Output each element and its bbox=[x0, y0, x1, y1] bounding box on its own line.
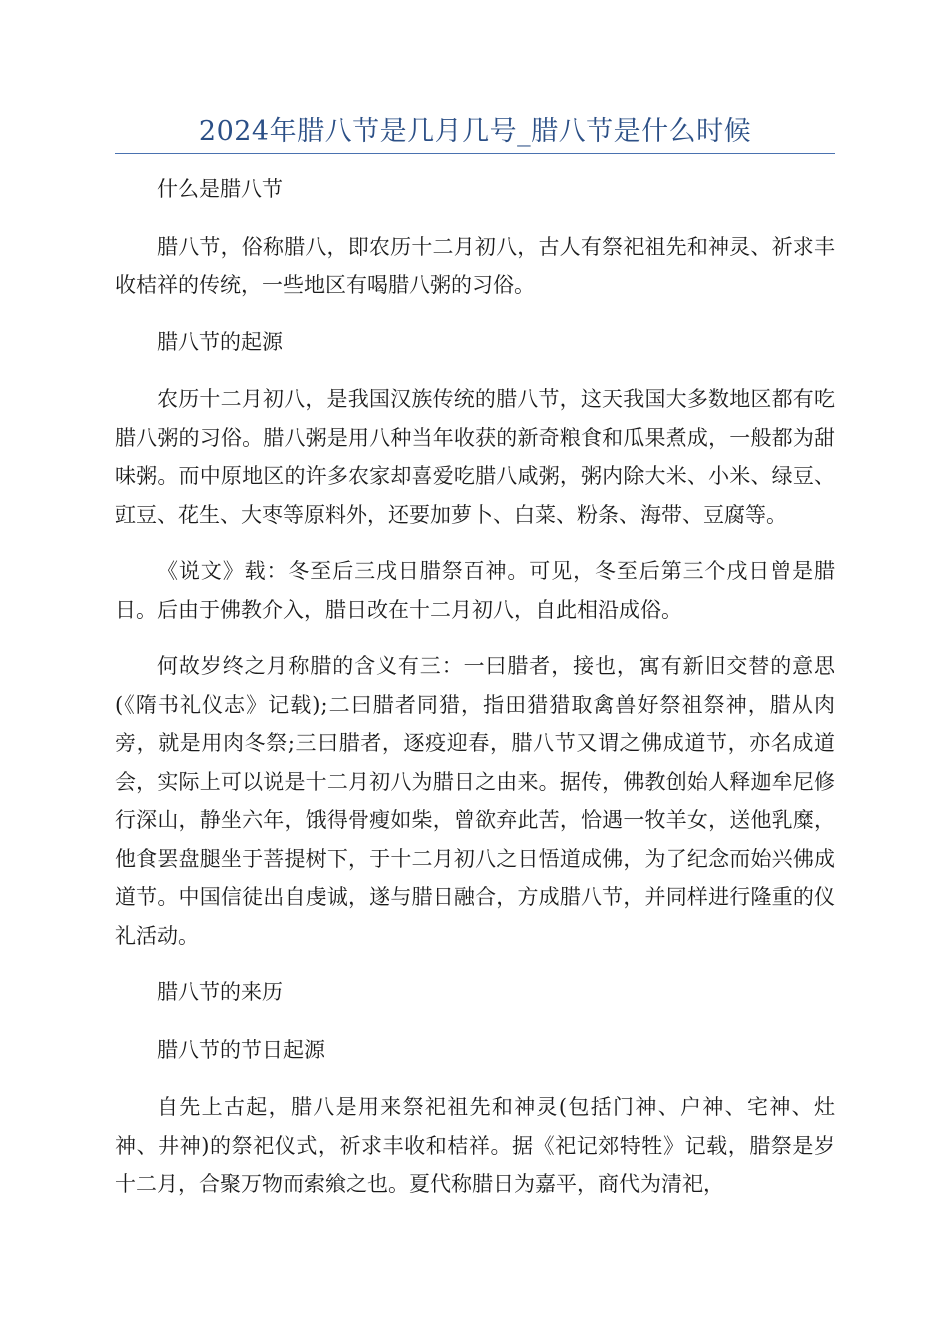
paragraph-meaning-of-la: 何故岁终之月称腊的含义有三：一曰腊者，接也，寓有新旧交替的意思(《隋书礼仪志》记载);二曰腊者同猎，指田猎猎取禽兽好祭祖祭神，腊从肉旁，就是用肉冬祭;三曰腊者，逐疫迎春，腊八节又谓之佛成道节，亦名成道会，实际上可以说是十二月初八为腊日之由来。据传，佛教创始人释迦牟尼修行深山，静坐六年，饿得骨瘦如柴，曾欲弃此苦，恰遇一牧羊女，送他乳糜，他食罢盘腿坐于菩提树下，于十二月初八之日悟道成佛，为了纪念而始兴佛成道节。中国信徒出自虔诚，遂与腊日融合，方成腊八节，并同样进行隆重的仪礼活动。 bbox=[115, 654, 835, 948]
document-title: 2024年腊八节是几月几号_腊八节是什么时候 bbox=[198, 116, 752, 147]
paragraph-laba-porridge: 农历十二月初八，是我国汉族传统的腊八节，这天我国大多数地区都有吃腊八粥的习俗。腊八粥是用八种当年收获的新奇粮食和瓜果煮成，一般都为甜味粥。而中原地区的许多农家却喜爱吃腊八咸粥，粥内除大米、小米、绿豆、豇豆、花生、大枣等原料外，还要加萝卜、白菜、粉条、海带、豆腐等。 bbox=[115, 387, 835, 527]
paragraph-definition: 腊八节，俗称腊八，即农历十二月初八，古人有祭祀祖先和神灵、祈求丰收桔祥的传统，一些地区有喝腊八粥的习俗。 bbox=[115, 234, 835, 297]
title-underline bbox=[115, 153, 835, 154]
section-heading-origin: 腊八节的起源 bbox=[157, 329, 283, 354]
paragraph-shuowen: 《说文》载：冬至后三戌日腊祭百神。可见，冬至后第三个戌日曾是腊日。后由于佛教介入，腊日改在十二月初八，自此相沿成俗。 bbox=[115, 559, 835, 622]
section-heading-festival-origin: 腊八节的节日起源 bbox=[157, 1037, 325, 1062]
document-body bbox=[115, 170, 835, 1222]
section-heading-history: 腊八节的来历 bbox=[157, 980, 283, 1004]
paragraph-ancient-rites: 自先上古起，腊八是用来祭祀祖先和神灵(包括门神、户神、宅神、灶神、井神)的祭祀仪式，祈求丰收和桔祥。据《祀记郊特牲》记载，腊祭是岁十二月，合聚万物而索飨之也。夏代称腊日为嘉平，商代为清祀， bbox=[115, 1095, 835, 1196]
section-heading-what-is-laba: 什么是腊八节 bbox=[157, 177, 283, 201]
